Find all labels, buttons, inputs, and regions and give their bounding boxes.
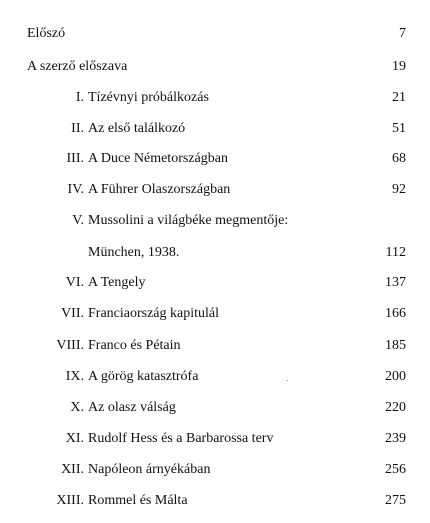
toc-entry-chapter-4[interactable] [0, 180, 430, 200]
toc-entry-page: 275 [385, 493, 406, 508]
chapter-numeral: VIII. [56, 338, 84, 353]
toc-entry-chapter-3[interactable] [0, 149, 430, 169]
toc-entry-title: Rommel és Málta [88, 493, 188, 508]
chapter-numeral: XI. [65, 431, 84, 446]
toc-entry-page: 21 [392, 90, 406, 105]
toc-entry-page: 68 [392, 151, 406, 166]
toc-entry-title: A Duce Németországban [88, 151, 228, 166]
toc-entry-page: 51 [392, 121, 406, 136]
toc-entry-chapter-5-continued[interactable] [0, 243, 430, 263]
toc-entry-page: 185 [385, 338, 406, 353]
toc-entry-title-continued: München, 1938. [88, 245, 180, 260]
toc-entry-title: Mussolini a világbéke megmentője: [88, 213, 289, 228]
toc-entry-chapter-5[interactable] [0, 211, 430, 231]
toc-entry-page: 166 [385, 306, 406, 321]
chapter-numeral: X. [70, 400, 84, 415]
toc-entry-page: 220 [385, 400, 406, 415]
toc-entry-title: Tízévnyi próbálkozás [88, 90, 209, 105]
scan-speck [287, 380, 288, 381]
toc-entry-page: 200 [385, 369, 406, 384]
toc-entry-page: 112 [385, 245, 406, 260]
toc-entry-page: 256 [385, 462, 406, 477]
chapter-numeral: III. [66, 151, 84, 166]
toc-entry-chapter-9[interactable] [0, 367, 430, 387]
toc-entry-page: 19 [392, 59, 406, 74]
toc-entry-page: 137 [385, 275, 406, 290]
chapter-numeral: VII. [61, 306, 84, 321]
toc-entry-title: A Führer Olaszországban [88, 182, 231, 197]
toc-entry-title: Napóleon árnyékában [88, 462, 211, 477]
toc-entry-chapter-13[interactable] [0, 491, 430, 511]
chapter-numeral: XIII. [56, 493, 84, 508]
toc-entry-title: Franco és Pétain [88, 338, 181, 353]
toc-entry-title: Az első találkozó [88, 121, 186, 136]
chapter-numeral: I. [75, 90, 84, 105]
toc-entry-title: A Tengely [88, 275, 146, 290]
chapter-numeral: VI. [65, 275, 84, 290]
toc-entry-title: Rudolf Hess és a Barbarossa terv [88, 431, 274, 446]
toc-entry-preface[interactable] [0, 24, 430, 44]
chapter-numeral: V. [72, 213, 84, 228]
toc-entry-page: 239 [385, 431, 406, 446]
toc-entry-chapter-6[interactable] [0, 273, 430, 293]
toc-entry-title: Előszó [27, 26, 66, 41]
toc-entry-chapter-10[interactable] [0, 398, 430, 418]
toc-entry-author-preface[interactable] [0, 57, 430, 77]
toc-entry-title: Az olasz válság [88, 400, 176, 415]
toc-entry-chapter-8[interactable] [0, 336, 430, 356]
toc-entry-chapter-1[interactable] [0, 88, 430, 108]
toc-entry-page: 92 [392, 182, 406, 197]
chapter-numeral: II. [71, 121, 84, 136]
toc-entry-title: Franciaország kapitulál [88, 306, 220, 321]
chapter-numeral: IX. [65, 369, 84, 384]
toc-entry-chapter-11[interactable] [0, 429, 430, 449]
toc-entry-chapter-2[interactable] [0, 119, 430, 139]
chapter-numeral: XII. [61, 462, 84, 477]
toc-entry-title: A szerző előszava [27, 59, 128, 74]
toc-entry-title: A görög katasztrófa [88, 369, 199, 384]
toc-entry-chapter-7[interactable] [0, 304, 430, 324]
toc-entry-page: 7 [399, 26, 406, 41]
chapter-numeral: IV. [67, 182, 84, 197]
toc-entry-chapter-12[interactable] [0, 460, 430, 480]
